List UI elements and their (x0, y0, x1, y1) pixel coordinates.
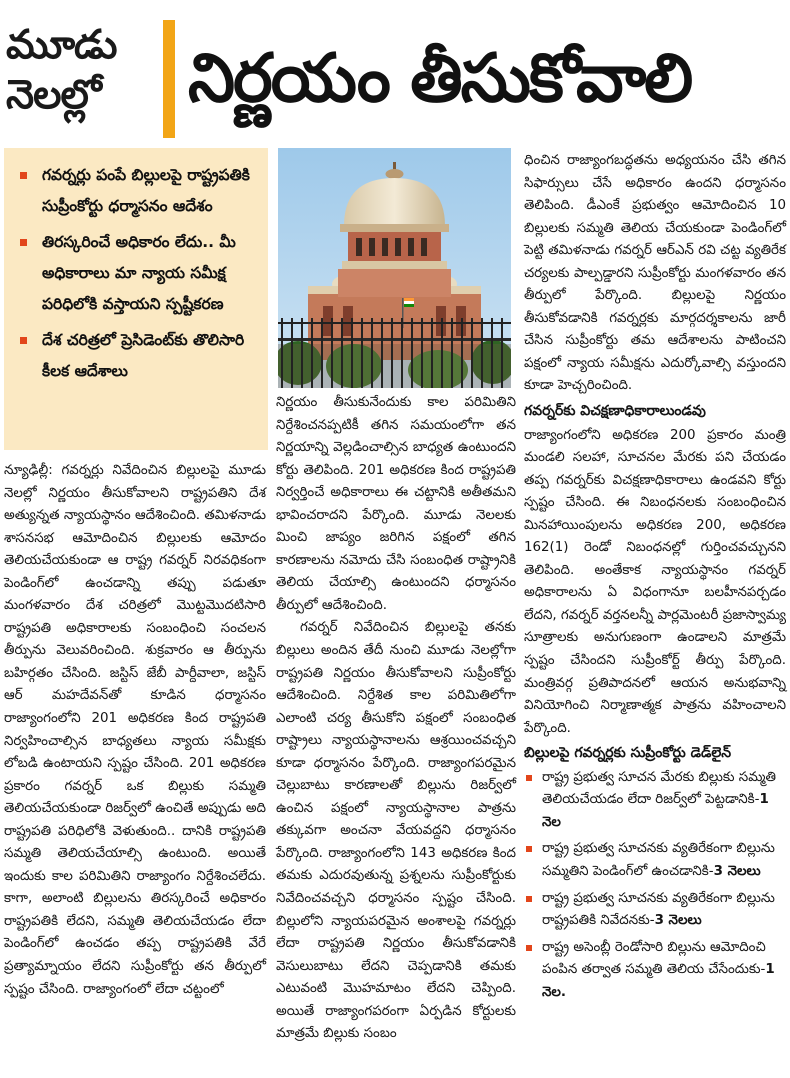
headline-title: నిర్ణయం తీసుకోవాలి (188, 39, 692, 117)
highlight-item: గవర్నర్లు పంపే బిల్లులపై రాష్ట్రపతికి సుప్రీంకోర్టు ధర్మాసనం ఆదేశం (16, 160, 260, 222)
article-column-1 (4, 460, 266, 1001)
highlights-box (4, 148, 268, 450)
deadline-item (524, 888, 786, 933)
deadline-item (524, 838, 786, 883)
headline-divider (163, 20, 175, 138)
subhead-governor-powers: గవర్నర్‌కు విచక్షణాధికారాలుండవు (524, 403, 706, 420)
column-3-paragraph-1: ధించిన రాజ్యాంగబద్ధతను అధ్యయనం చేసి తగిన సిఫార్సులు చేసే అధికారం ఉందని ధర్మాసనం తెలిపింది. డీఎంకే ప్రభుత్వం ఆమోదించిన 10 బిల్లులకు సమ్మతి తెలియ చేయకుండా పెండింగ్‌లో పెట్టి తమిళనాడు గవర్నర్ ఆర్‌ఎన్ రవి చట్ట వ్యతిరేక చర్యలకు పాల్పడ్డారని సుప్రీంకోర్టు మంగళవారం తన తీర్పులో పేర్కొంది. బిల్లులపై నిర్ణయం తీసుకోవడానికి గవర్నర్లకు మార్గదర్శకాలను జారీ చేసిన సుప్రీంకోర్టు తమ ఆదేశాలను పాటించని పక్షంలో న్యాయ సమీక్షను ఎదుర్కోవాల్సి వస్తుందని కూడా హెచ్చరించింది. (524, 153, 786, 394)
article-column-2 (276, 392, 516, 1046)
deadline-text: రాష్ట్ర ప్రభుత్వ సూచనకు వ్యతిరేకంగా బిల్లును రాష్ట్రపతికి నివేదనకు- (542, 890, 775, 929)
supreme-court-photo (278, 148, 511, 388)
deadline-time: 1 నెల (542, 792, 769, 830)
highlight-item: తిరస్కరించే అధికారం లేదు.. మీ అధికారాలు మా న్యాయ సమీక్ష పరిధిలోకి వస్తాయని స్పష్టీకరణ (16, 227, 260, 320)
deadline-item (524, 767, 786, 835)
headline (0, 0, 790, 140)
deadline-time: 3 నెలలు (713, 863, 761, 879)
kicker-line-2: నెలల్లో (6, 72, 101, 118)
highlight-item: దేశ చరిత్రలో ప్రెసిడెంట్‌కు తొలిసారి కీలక ఆదేశాలు (16, 325, 260, 387)
deadline-text: రాష్ట్ర అసెంబ్లీ రెండోసారి బిల్లును ఆమోదించి పంపిన తర్వాత సమ్మతి తెలియ చేసేందుకు- (542, 939, 766, 978)
deadline-time: 3 నెలలు (654, 913, 702, 929)
column-2-paragraph-1: నిర్ణయం తీసుకునేందుకు కాల పరిమితిని నిర్దేశించనప్పటికీ తగిన సమయంలోగా తన నిర్ణయాన్ని వెల్లడించాల్సిన బాధ్యత ఉంటుందని కోర్టు తెలిపింది. 201 అధికరణ కింద రాష్ట్రపతి నిర్వర్తించే అధికారాలు ఈ చట్టానికి అతీతమని భావించరాదని పేర్కొంది. మూడు నెలలకు మించి జాప్యం జరిగిన పక్షంలో తగిన కారణాలను నమోదు చేసి సంబంధిత రాష్ట్రానికి తెలియ చేయాల్సి ఉంటుందని ధర్మాసనం తీర్పులో ఆదేశించింది. (276, 395, 516, 613)
deadline-text: రాష్ట్ర ప్రభుత్వ సూచన మేరకు బిల్లుకు సమ్మతి తెలియచేయడం లేదా రిజర్వ్‌లో పెట్టడానికి- (542, 769, 776, 808)
kicker-line-1: మూడు (6, 22, 117, 68)
article-column-3 (524, 150, 786, 1008)
deadline-text: రాష్ట్ర ప్రభుత్వ సూచనకు వ్యతిరేకంగా బిల్లును సమ్మతిని పెండింగ్‌లో ఉంచడానికి- (542, 841, 775, 879)
deadline-item (524, 937, 786, 1005)
supreme-court-illustration (278, 148, 511, 388)
column-2-paragraph-2: గవర్నర్ నివేదించిన బిల్లులపై తనకు బిల్లులు అందిన తేదీ నుంచి మూడు నెలల్లోగా రాష్ట్రపతి నిర్ణయం తీసుకోవాలని సుప్రీంకోర్టు ఆదేశించింది. నిర్దేశిత కాల పరిమితిలోగా ఎలాంటి చర్య తీసుకోని పక్షంలో సంబంధిత రాష్ట్రాలు న్యాయస్థానాలను ఆశ్రయించవచ్చని కూడా ధర్మాసనం పేర్కొంది. రాజ్యాంగపరమైన చెల్లుబాటు కారణాలతో బిల్లును రిజర్వ్‌లో ఉంచిన పక్షంలో న్యాయస్థానాల పాత్రను తక్కువగా అంచనా వేయవద్దని ధర్మాసనం పేర్కొంది. రాజ్యాంగంలోని 143 అధికరణ కింద తమకు ఎదురవుతున్న ప్రశ్నలను సుప్రీంకోర్టుకు నివేదించవచ్చని ధర్మాసనం స్పష్టం చేసింది. బిల్లులోని న్యాయపరమైన అంశాలపై గవర్నర్లు లేదా రాష్ట్రపతి నిర్ణయం తీసుకోవడానికి వెసులుబాటు లేదని చెప్పడానికి తమకు ఎటువంటి మొహమాటం లేదని చెప్పింది. అయితే రాజ్యాంగపరంగా ఏర్పడిన కోర్టులకు మాత్రమే బిల్లుకు సంబం (276, 620, 516, 1042)
deadline-time: 1 నెల. (542, 962, 775, 1000)
subhead-deadlines: బిల్లులపై గవర్నర్లకు సుప్రీంకోర్టు డెడ్‌లైన్ (524, 745, 732, 762)
column-1-paragraph: న్యూఢిల్లీ: గవర్నర్లు నివేదించిన బిల్లులపై మూడు నెలల్లో నిర్ణయం తీసుకోవాలని రాష్ట్రపతిని దేశ అత్యున్నత న్యాయస్థానం ఆదేశించింది. తమిళనాడు శాసనసభ ఆమోదించిన బిల్లులకు ఆమోదం తెలియచేయకుండా ఆ రాష్ట్ర గవర్నర్ నిరవధికంగా పెండింగ్‌లో ఉంచడాన్ని తప్పు పడుతూ మంగళవారం దేశ చరిత్రలో మొట్టమొదటిసారి రాష్ట్రపతి అధికారాలకు సంబంధించి సంచలన తీర్పును వెలువరించింది. శుక్రవారం ఆ తీర్పును బహిర్గతం చేసింది. జస్టిస్ జేబీ పార్దీవాలా, జస్టిస్ ఆర్ మహదేవన్‌తో కూడిన ధర్మాసనం రాజ్యాంగంలోని 201 అధికరణ కింద రాష్ట్రపతి నిర్వహించాల్సిన బాధ్యతలు న్యాయ సమీక్షకు లోబడి ఉంటాయని స్పష్టం చేసింది. 201 అధికరణ ప్రకారం గవర్నర్ ఒక బిల్లుకు సమ్మతి తెలియచేయకుండా రిజర్వ్‌లో ఉంచితే అప్పుడు అది రాష్ట్రపతి పరిధిలోకి వెళుతుంది.. దానికి రాష్ట్రపతి సమ్మతి తెలియచేయాల్సి ఉంటుంది. అయితే ఇందుకు కాల పరిమితిని రాజ్యాంగం నిర్దేశించలేదు. కాగా, అలాంటి బిల్లులను తిరస్కరించే అధికారం రాష్ట్రపతికి లేదని, సమ్మతి తెలియచేయడం లేదా పెండింగ్‌లో ఉంచడం తప్ప రాష్ట్రపతికి వేరే ప్రత్యామ్నాయం లేదని సుప్రీంకోర్టు తన తీర్పులో స్పష్టం చేసింది. రాజ్యాంగంలో లేదా చట్టంలో (4, 463, 266, 997)
column-3-paragraph-2: రాజ్యాంగంలోని అధికరణ 200 ప్రకారం మంత్రి మండలి సలహా, సూచనల మేరకు పని చేయడం తప్ప గవర్నర్‌కు విచక్షణాధికారాలు ఉండవని కోర్టు స్పష్టం చేసింది. ఈ నిబంధనలకు సంబంధించిన మినహాయింపులను అధికరణ 200, అధికరణ 162(1) రెండో నిబంధనల్లో గుర్తించవచ్చునని తెలిపింది. అంతేకాక న్యాయస్థానం గవర్నర్ అధికారాలను ఏ విధంగానూ బలహీనపర్చడం లేదని, గవర్నర్ వర్తనలన్నీ పార్లమెంటరీ ప్రజాస్వామ్య సూత్రాలకు అనుగుణంగా ఉండాలని మాత్రమే స్పష్టం చేసిందని సుప్రీంకోర్ట్ తీర్పు పేర్కొంది. మంత్రివర్గ ప్రతిపాదనలో ఆయన అనుభవాన్ని వినియోగించి నిర్మాణాత్మక పాత్రను వహించాలని పేర్కొంది. (524, 427, 786, 736)
headline-kicker (6, 20, 156, 120)
